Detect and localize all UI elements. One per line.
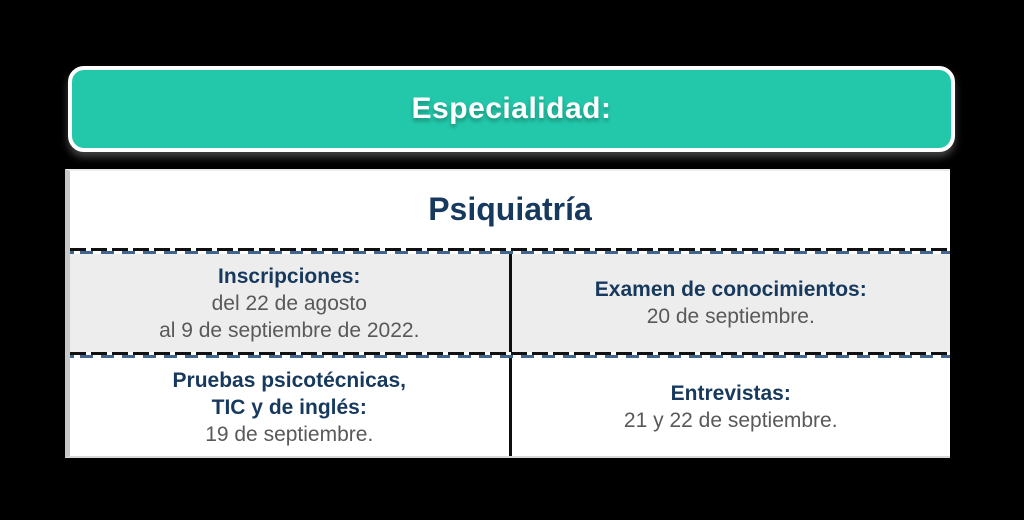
specialty-row xyxy=(70,171,950,248)
cell-entrevistas-title: Entrevistas: xyxy=(670,382,791,405)
cell-examen-de-conocimientos xyxy=(512,254,951,352)
cell-examen-title: Examen de conocimientos: xyxy=(594,278,867,301)
table-row-2 xyxy=(70,358,950,456)
cell-entrevistas xyxy=(512,358,951,456)
table-row-1 xyxy=(70,254,950,352)
cell-entrevistas-detail: 21 y 22 de septiembre. xyxy=(623,409,838,432)
cell-pruebas-detail: 19 de septiembre. xyxy=(205,422,374,446)
schedule-table xyxy=(65,169,950,458)
cell-inscripciones xyxy=(70,254,509,352)
cell-pruebas-title: Pruebas psicotécnicas, TIC y de inglés: xyxy=(172,368,406,419)
cell-examen-detail: 20 de septiembre. xyxy=(646,305,815,328)
specialty-title: Psiquiatría xyxy=(428,191,592,227)
specialty-banner xyxy=(68,66,955,152)
cell-inscripciones-detail: del 22 de agosto al 9 de septiembre de 2022. xyxy=(159,291,420,342)
cell-inscripciones-title: Inscripciones: xyxy=(218,264,361,288)
cell-pruebas-psicotecnicas xyxy=(70,358,509,456)
specialty-banner-label: Especialidad: xyxy=(411,92,612,125)
